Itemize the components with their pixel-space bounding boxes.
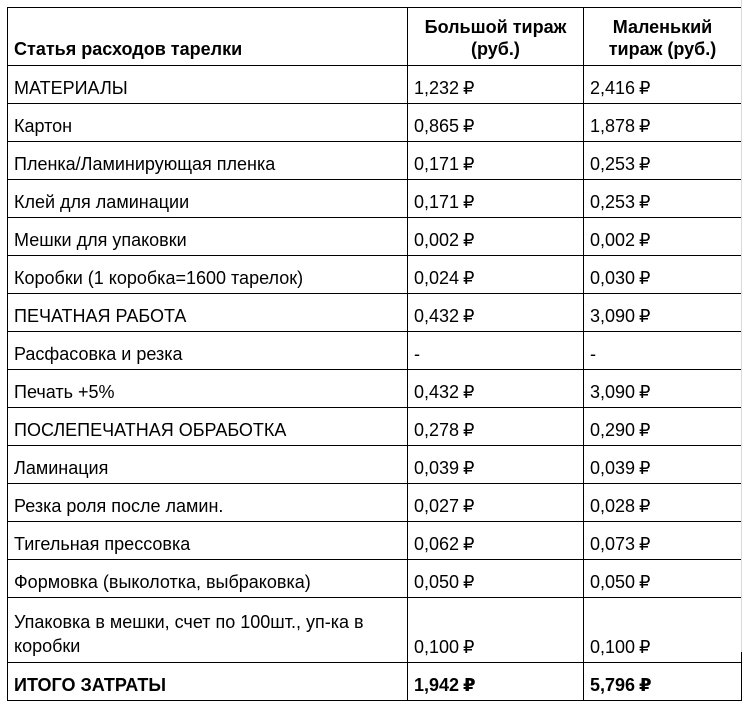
cell-value: 0,432 [414, 382, 460, 402]
cell-big-run[interactable] [408, 142, 584, 180]
cell-big-run[interactable] [408, 332, 584, 370]
ruble-sign: ₽ [639, 382, 651, 402]
table-row [8, 332, 742, 370]
cell-small-run[interactable] [584, 484, 742, 522]
cell-value: 0,062 [414, 534, 460, 554]
ruble-sign: ₽ [463, 306, 475, 326]
cell-small-run[interactable] [584, 598, 742, 663]
cell-big-run[interactable] [408, 256, 584, 294]
cell-item-name[interactable]: Тигельная прессовка [8, 522, 408, 560]
cell-item-name[interactable]: МАТЕРИАЛЫ [8, 66, 408, 104]
cell-value: 0,039 [590, 458, 636, 478]
cell-big-run[interactable] [408, 484, 584, 522]
cell-value: 0,039 [414, 458, 460, 478]
table-row [8, 522, 742, 560]
cell-value: 0,028 [590, 496, 636, 516]
cell-small-run[interactable] [584, 218, 742, 256]
cell-value: - [414, 344, 420, 364]
header-cell-item[interactable]: Статья расходов тарелки [8, 8, 408, 66]
ruble-sign: ₽ [639, 496, 651, 516]
ruble-sign: ₽ [463, 637, 475, 657]
cell-value: 3,090 [590, 306, 636, 326]
ruble-sign: ₽ [639, 534, 651, 554]
cell-small-run[interactable] [584, 446, 742, 484]
table-row [8, 104, 742, 142]
cell-big-run[interactable] [408, 408, 584, 446]
cell-value: 0,002 [414, 230, 460, 250]
cell-item-name[interactable]: Пленка/Ламинирующая пленка [8, 142, 408, 180]
ruble-sign: ₽ [639, 675, 652, 695]
cell-big-run[interactable] [408, 446, 584, 484]
cell-big-run[interactable] [408, 218, 584, 256]
table-row [8, 598, 742, 663]
ruble-sign: ₽ [639, 572, 651, 592]
cell-value: 2,416 [590, 78, 636, 98]
cell-big-run[interactable] [408, 180, 584, 218]
cell-big-run[interactable] [408, 598, 584, 663]
ruble-sign: ₽ [639, 637, 651, 657]
cell-big-run[interactable] [408, 522, 584, 560]
cell-item-name[interactable]: ПОСЛЕПЕЧАТНАЯ ОБРАБОТКА [8, 408, 408, 446]
header-cell-big-run[interactable]: Большой тираж (руб.) [408, 8, 584, 66]
ruble-sign: ₽ [463, 675, 476, 695]
cell-item-name[interactable]: Картон [8, 104, 408, 142]
cell-item-name[interactable]: Коробки (1 коробка=1600 тарелок) [8, 256, 408, 294]
cell-small-run[interactable] [584, 294, 742, 332]
cell-small-run[interactable] [584, 104, 742, 142]
total-small-run-cell[interactable] [584, 663, 742, 701]
cell-value: 0,171 [414, 154, 460, 174]
cell-value: 0,865 [414, 116, 460, 136]
ruble-sign: ₽ [463, 78, 475, 98]
cell-value: 0,030 [590, 268, 636, 288]
cell-small-run[interactable] [584, 408, 742, 446]
cell-value: 0,027 [414, 496, 460, 516]
cell-big-run[interactable] [408, 370, 584, 408]
cell-item-name[interactable]: Упаковка в мешки, счет по 100шт., уп-ка в коробки [8, 598, 408, 663]
ruble-sign: ₽ [639, 192, 651, 212]
table-row [8, 180, 742, 218]
table-row [8, 484, 742, 522]
cell-item-name[interactable]: Мешки для упаковки [8, 218, 408, 256]
table-footer [8, 663, 742, 701]
ruble-sign: ₽ [463, 268, 475, 288]
table-row [8, 66, 742, 104]
cell-item-name[interactable]: Формовка (выколотка, выбраковка) [8, 560, 408, 598]
ruble-sign: ₽ [463, 116, 475, 136]
table-row [8, 256, 742, 294]
cell-value: - [590, 344, 596, 364]
cell-item-name[interactable]: Печать +5% [8, 370, 408, 408]
ruble-sign: ₽ [463, 192, 475, 212]
ruble-sign: ₽ [463, 420, 475, 440]
total-row [8, 663, 742, 701]
ruble-sign: ₽ [463, 154, 475, 174]
ruble-sign: ₽ [463, 230, 475, 250]
cell-big-run[interactable] [408, 560, 584, 598]
ruble-sign: ₽ [639, 154, 651, 174]
ruble-sign: ₽ [463, 496, 475, 516]
cell-value: 0,253 [590, 154, 636, 174]
cell-item-name[interactable]: ПЕЧАТНАЯ РАБОТА [8, 294, 408, 332]
ruble-sign: ₽ [463, 572, 475, 592]
table-row [8, 218, 742, 256]
total-value: 5,796 [590, 675, 636, 695]
table-row [8, 370, 742, 408]
cell-item-name[interactable]: Расфасовка и резка [8, 332, 408, 370]
cell-value: 0,171 [414, 192, 460, 212]
cell-value: 0,050 [590, 572, 636, 592]
cell-value: 0,100 [414, 637, 460, 657]
cell-small-run[interactable] [584, 142, 742, 180]
cell-value: 1,232 [414, 78, 460, 98]
header-row [8, 8, 742, 66]
cell-small-run[interactable] [584, 370, 742, 408]
ruble-sign: ₽ [639, 268, 651, 288]
cost-table [7, 7, 742, 701]
ruble-sign: ₽ [639, 78, 651, 98]
cell-value: 0,073 [590, 534, 636, 554]
header-cell-small-run[interactable]: Маленький тираж (руб.) [584, 8, 742, 66]
cell-item-name[interactable]: Ламинация [8, 446, 408, 484]
total-label-cell[interactable]: ИТОГО ЗАТРАТЫ [8, 663, 408, 701]
ruble-sign: ₽ [463, 382, 475, 402]
total-value: 1,942 [414, 675, 460, 695]
ruble-sign: ₽ [639, 230, 651, 250]
cell-small-run[interactable] [584, 332, 742, 370]
table-row [8, 560, 742, 598]
table-header [8, 8, 742, 66]
cell-small-run[interactable] [584, 180, 742, 218]
cell-value: 0,050 [414, 572, 460, 592]
cell-value: 0,253 [590, 192, 636, 212]
ruble-sign: ₽ [463, 458, 475, 478]
total-big-run-cell[interactable] [408, 663, 584, 701]
cell-small-run[interactable] [584, 256, 742, 294]
table-row [8, 408, 742, 446]
cell-value: 3,090 [590, 382, 636, 402]
ruble-sign: ₽ [463, 534, 475, 554]
sheet-gridline [741, 0, 746, 652]
ruble-sign: ₽ [639, 306, 651, 326]
cell-value: 0,024 [414, 268, 460, 288]
table-body [8, 66, 742, 663]
cell-big-run[interactable] [408, 66, 584, 104]
cell-value: 0,290 [590, 420, 636, 440]
cell-small-run[interactable] [584, 560, 742, 598]
cell-small-run[interactable] [584, 66, 742, 104]
cell-value: 0,278 [414, 420, 460, 440]
table-row [8, 446, 742, 484]
cell-value: 0,432 [414, 306, 460, 326]
table-row [8, 294, 742, 332]
ruble-sign: ₽ [639, 420, 651, 440]
cell-value: 0,002 [590, 230, 636, 250]
cell-big-run[interactable] [408, 104, 584, 142]
cell-value: 1,878 [590, 116, 636, 136]
cell-item-name[interactable]: Резка роля после ламин. [8, 484, 408, 522]
cell-small-run[interactable] [584, 522, 742, 560]
table-row [8, 142, 742, 180]
ruble-sign: ₽ [639, 116, 651, 136]
cell-big-run[interactable] [408, 294, 584, 332]
cell-value: 0,100 [590, 637, 636, 657]
ruble-sign: ₽ [639, 458, 651, 478]
cell-item-name[interactable]: Клей для ламинации [8, 180, 408, 218]
